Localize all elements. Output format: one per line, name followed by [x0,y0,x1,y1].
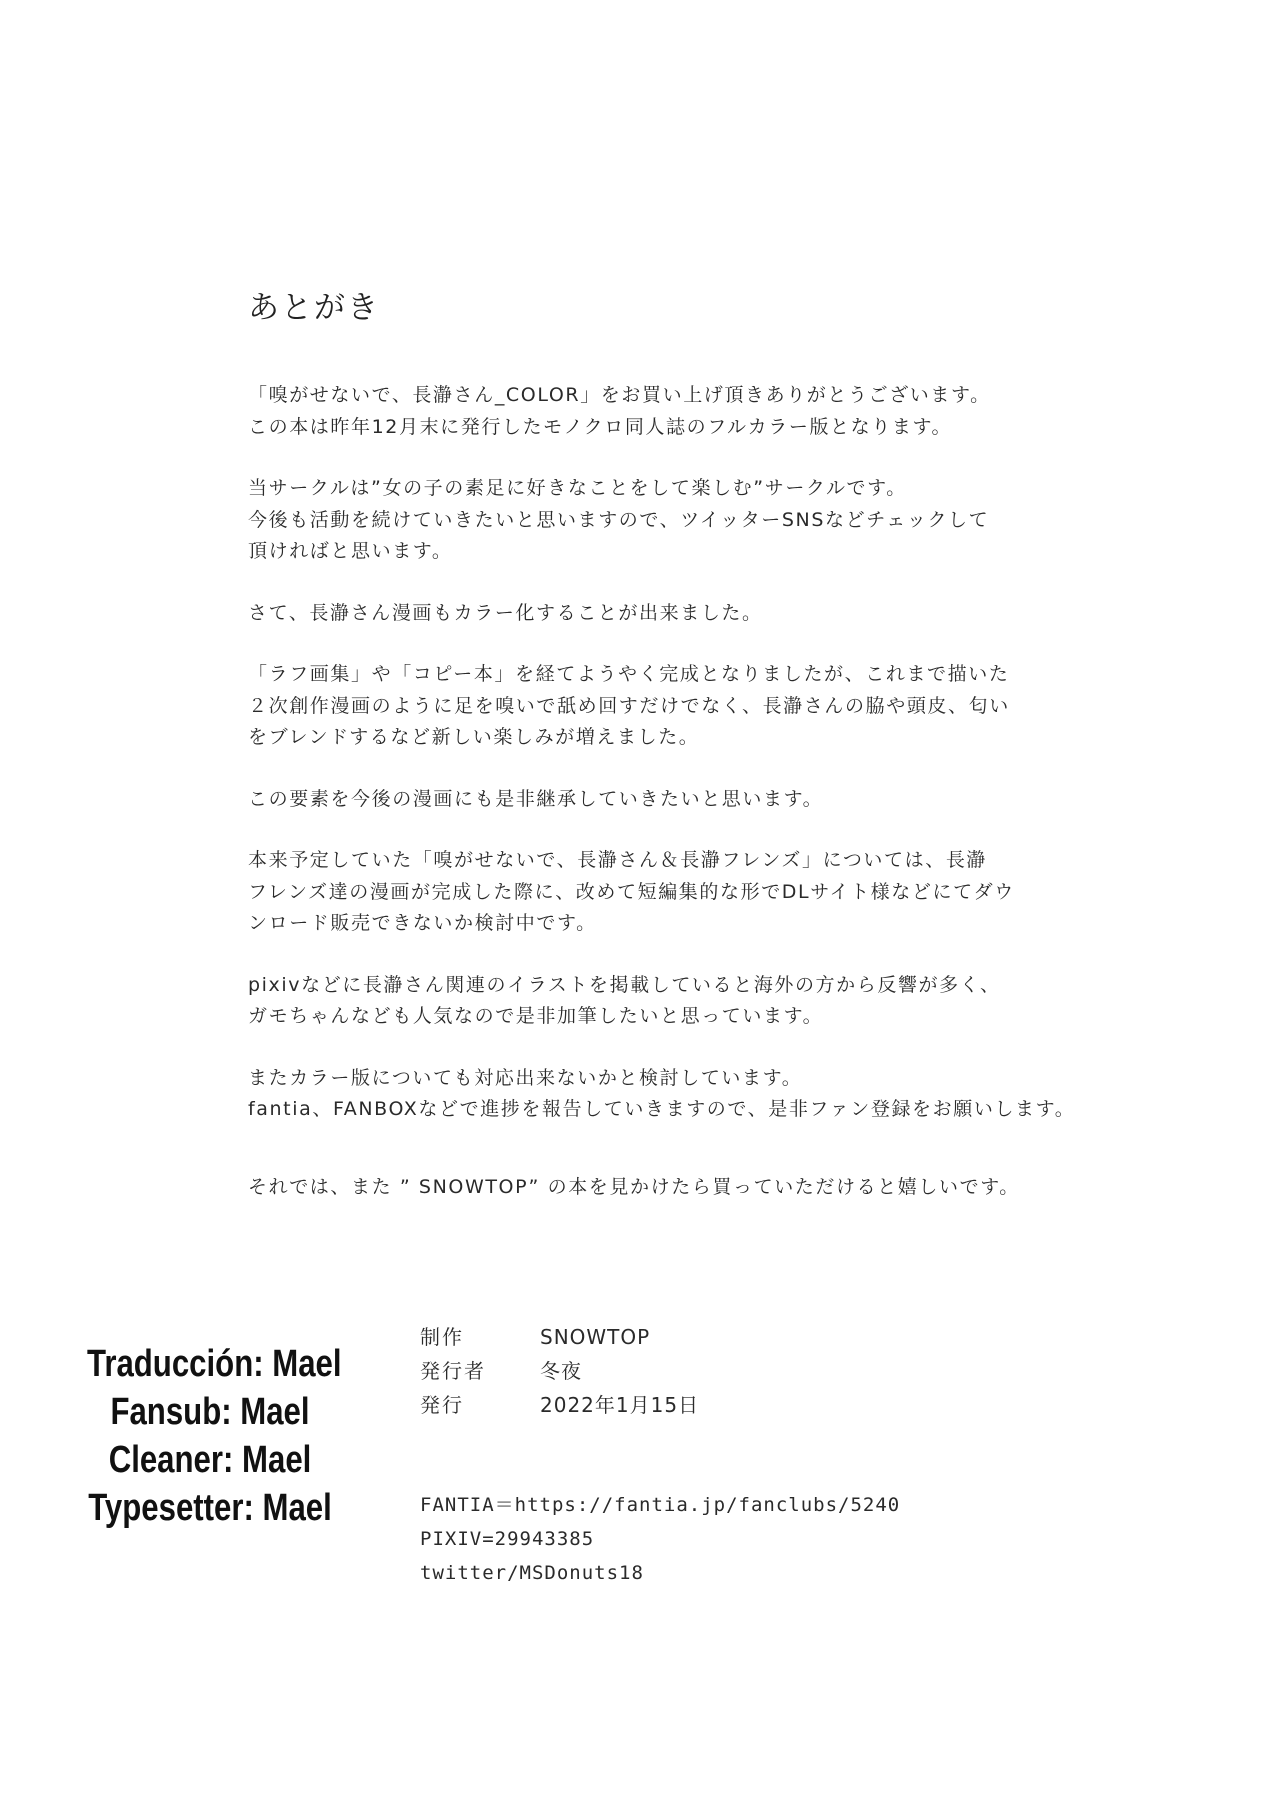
text-line: をブレンドするなど新しい楽しみが増えました。 [248,726,700,748]
credit-fansub: Fansub: Mael [110,1391,310,1433]
colophon-value: 2022年1月15日 [540,1393,700,1417]
text-line: またカラー版についても対応出来ないかと検討しています。 [248,1066,803,1089]
colophon [420,1320,699,1422]
text-line: ２次創作漫画のように足を嗅いで舐め回すだけでなく、長瀞さんの脇や頭皮、匂い [248,694,1010,717]
paragraph-4 [248,659,1128,754]
afterword-body [248,380,1128,1233]
text-line: 「嗅がせないで、長瀞さん_COLOR」をお買い上げ頂きありがとうございます。 [248,384,991,406]
text-line: さて、長瀞さん漫画もカラー化することが出来ました。 [248,601,763,624]
text-line: この本は昨年12月末に発行したモノクロ同人誌のフルカラー版となります。 [248,415,953,438]
text-line: 当サークルは”女の子の素足に好きなことをして楽しむ”サークルです。 [248,477,907,499]
paragraph-8 [248,1063,1128,1126]
text-line: 頂ければと思います。 [248,540,453,562]
text-line: ガモちゃんなども人気なので是非加筆したいと思っています。 [248,1005,824,1027]
colophon-label: 発行者 [420,1359,486,1383]
colophon-label: 制作 [420,1325,464,1349]
pixiv-id: PIXIV=29943385 [420,1528,595,1550]
colophon-row-publisher [420,1354,699,1388]
paragraph-7 [248,970,1128,1033]
paragraph-5 [248,784,1128,816]
paragraph-1 [248,380,1128,443]
closing-paragraph [248,1172,1128,1204]
scanlation-credits [87,1340,342,1532]
afterword-title: あとがき [248,290,380,326]
paragraph-6 [248,845,1128,940]
credit-typesetter: Typesetter: Mael [88,1487,332,1529]
text-line: ンロード販売できないか検討中です。 [248,912,597,934]
fantia-link: FANTIA＝https://fantia.jp/fanclubs/5240 [420,1494,901,1516]
colophon-value: 冬夜 [540,1359,582,1383]
credit-translation: Traducción: Mael [87,1343,342,1385]
twitter-handle: twitter/MSDonuts18 [420,1562,644,1584]
text-line: fantia、FANBOXなどで進捗を報告していきますので、是非ファン登録をお願いします。 [248,1098,1076,1120]
paragraph-3 [248,598,1128,630]
colophon-row-issued [420,1388,699,1422]
credit-cleaner: Cleaner: Mael [108,1439,312,1481]
colophon-value: SNOWTOP [540,1325,651,1349]
colophon-label: 発行 [420,1393,464,1417]
paragraph-2 [248,473,1128,568]
text-line: 今後も活動を続けていきたいと思いますので、ツイッターSNSなどチェックして [248,508,990,531]
colophon-row-production [420,1320,699,1354]
text-line: 「ラフ画集」や「コピー本」を経てようやく完成となりましたが、これまで描いた [248,663,1010,685]
text-line: 本来予定していた「嗅がせないで、長瀞さん＆長瀞フレンズ」については、長瀞 [248,849,988,871]
closing-line: それでは、また ” SNOWTOP” の本を見かけたら買っていただけると嬉しいです。 [248,1175,1020,1198]
text-line: pixivなどに長瀞さん関連のイラストを掲載していると海外の方から反響が多く、 [248,973,1001,996]
text-line: フレンズ達の漫画が完成した際に、改めて短編集的な形でDLサイト様などにてダウ [248,880,1015,903]
text-line: この要素を今後の漫画にも是非継承していきたいと思います。 [248,787,824,810]
social-links [420,1488,900,1590]
